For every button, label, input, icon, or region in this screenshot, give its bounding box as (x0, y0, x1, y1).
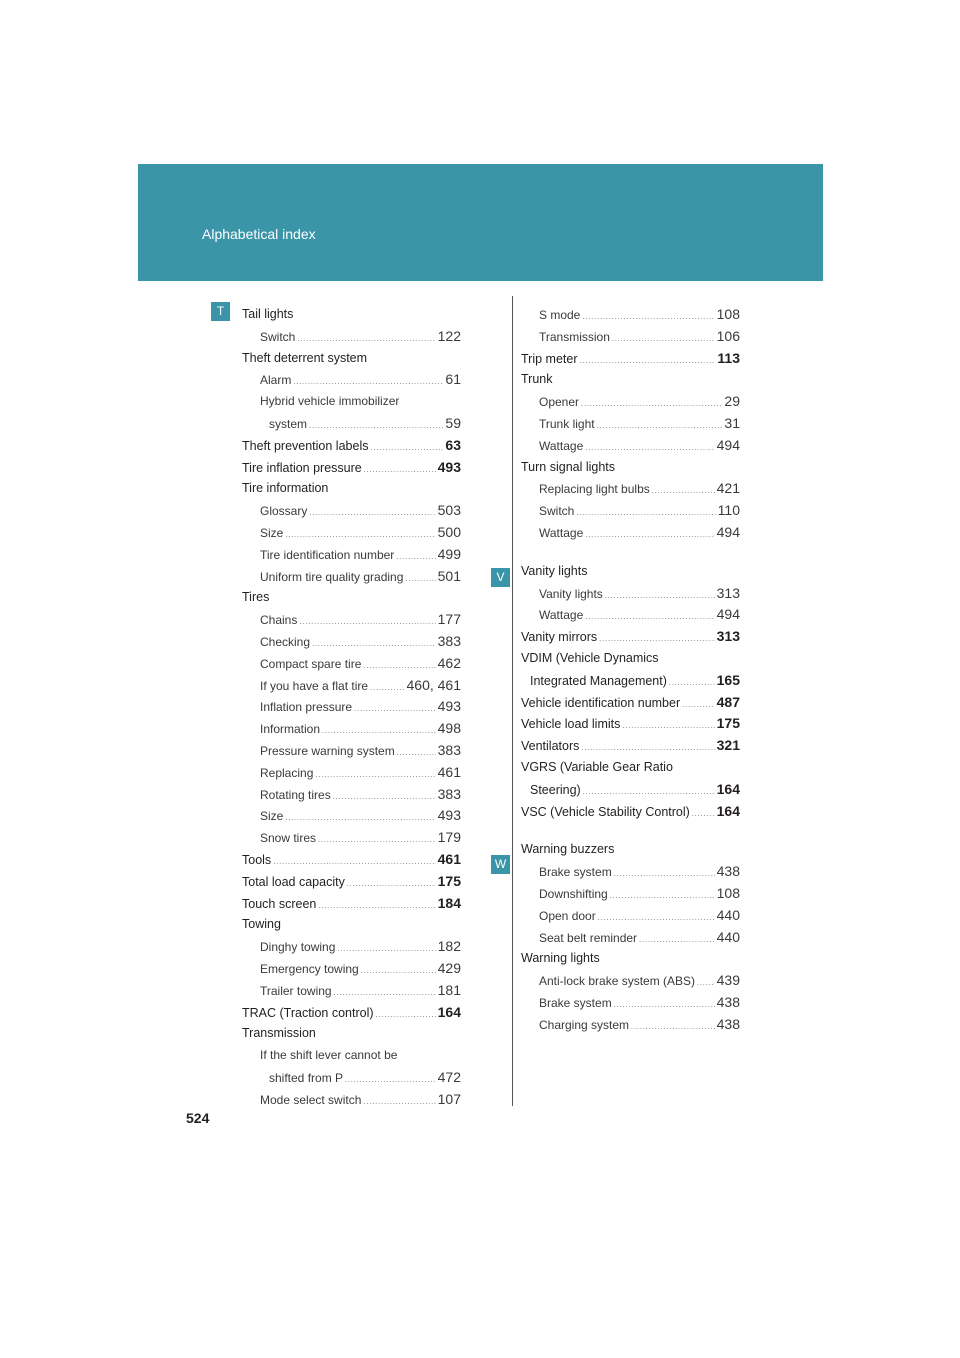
entry-page-number: 494 (716, 523, 740, 540)
section-letter-v: V (491, 568, 510, 587)
entry-text: Snow tires (260, 831, 317, 846)
index-column-left (242, 304, 461, 1110)
entry-text: Turn signal lights (521, 459, 616, 474)
entry-page-number: 106 (716, 327, 740, 344)
entry-text: Tail lights (242, 307, 294, 321)
entry-page-number: 503 (437, 502, 461, 519)
index-subentry (242, 391, 461, 413)
entry-text: Replacing light bulbs (539, 482, 650, 497)
index-subentry (521, 435, 740, 457)
entry-text: Towing (242, 917, 281, 932)
entry-text: Switch (539, 504, 575, 519)
index-entry (242, 587, 461, 609)
entry-page-number: 499 (437, 545, 461, 562)
index-entry (242, 1002, 461, 1024)
index-entry (521, 561, 740, 583)
entry-text: Steering) (530, 782, 581, 797)
entry-page-number: 472 (437, 1068, 461, 1085)
entry-page-number: 439 (716, 972, 740, 989)
leader-dots (682, 695, 715, 717)
entry-text: Switch (260, 329, 296, 344)
index-subentry (242, 369, 461, 391)
entry-page-number: 494 (716, 436, 740, 453)
leader-dots (692, 804, 715, 826)
entry-text: Vanity mirrors (521, 630, 598, 645)
entry-page-number: 383 (437, 741, 461, 758)
index-entry (521, 670, 740, 692)
index-entry (521, 348, 740, 370)
entry-text: Tires (242, 590, 270, 605)
index-subentry (521, 970, 740, 992)
leader-dots (597, 416, 723, 438)
entry-text: Dinghy towing (260, 940, 336, 955)
index-subentry (242, 413, 461, 435)
entry-text: shifted from P (269, 1070, 344, 1085)
index-subentry (242, 718, 461, 740)
index-subentry (521, 883, 740, 905)
leader-dots (312, 634, 436, 656)
leader-dots (285, 525, 435, 547)
entry-page-number: 429 (437, 959, 461, 976)
entry-text: Inflation pressure (260, 700, 353, 715)
index-subentry (242, 958, 461, 980)
entry-page-number: 313 (716, 628, 740, 645)
leader-dots (396, 547, 435, 569)
leader-dots (631, 1017, 715, 1039)
leader-dots (318, 830, 436, 852)
index-entry (242, 457, 461, 479)
index-entry (521, 457, 740, 479)
index-subentry (242, 696, 461, 718)
entry-text: S mode (539, 308, 581, 322)
leader-dots (622, 716, 714, 738)
index-entry (242, 348, 461, 370)
entry-page-number: 184 (437, 894, 461, 911)
entry-page-number: 175 (716, 715, 740, 732)
entry-page-number: 108 (716, 306, 740, 322)
leader-dots (333, 787, 436, 809)
index-entry (521, 713, 740, 735)
entry-text: Tire information (242, 481, 329, 496)
entry-text: Ventilators (521, 739, 580, 754)
entry-text: Integrated Management) (530, 673, 667, 688)
index-subentry (242, 784, 461, 806)
entry-page-number: 164 (716, 780, 740, 797)
index-entry (521, 779, 740, 801)
leader-dots (697, 973, 715, 995)
section-letter-t: T (211, 302, 230, 321)
leader-dots (605, 586, 715, 608)
entry-page-number: 175 (437, 872, 461, 889)
entry-page-number: 61 (445, 371, 461, 388)
entry-text: Trunk light (539, 416, 595, 431)
index-entry (521, 801, 740, 823)
leader-dots (370, 678, 404, 700)
entry-text: If the shift lever cannot be (260, 1048, 398, 1063)
entry-text: Vanity lights (539, 586, 603, 601)
entry-text: Alarm (260, 373, 292, 388)
leader-dots (652, 481, 715, 503)
leader-dots (299, 612, 435, 634)
entry-page-number: 438 (716, 863, 740, 880)
entry-page-number: 461 (437, 763, 461, 780)
index-subentry (521, 927, 740, 949)
leader-dots (397, 743, 436, 765)
index-subentry (242, 1089, 461, 1111)
index-subentry (521, 478, 740, 500)
header-title: Alphabetical index (202, 226, 316, 242)
entry-text: Vehicle identification number (521, 695, 681, 710)
entry-page-number: 461 (437, 850, 461, 867)
entry-page-number: 182 (437, 938, 461, 955)
index-subentry (521, 391, 740, 413)
entry-page-number: 498 (437, 720, 461, 737)
index-subentry (521, 583, 740, 605)
index-subentry (242, 609, 461, 631)
index-subentry (242, 827, 461, 849)
index-subentry (242, 500, 461, 522)
entry-page-number: 313 (716, 584, 740, 601)
entry-text: Warning buzzers (521, 842, 615, 857)
entry-text: Tire identification number (260, 547, 395, 562)
leader-dots (612, 329, 715, 351)
index-subentry (242, 1067, 461, 1089)
leader-dots (614, 864, 715, 886)
leader-dots (669, 673, 715, 695)
index-subentry (242, 544, 461, 566)
index-entry (242, 893, 461, 915)
entry-text: Wattage (539, 525, 584, 540)
index-subentry (242, 675, 461, 697)
index-entry (242, 304, 461, 326)
entry-page-number: 438 (716, 993, 740, 1010)
entry-page-number: 165 (716, 671, 740, 688)
leader-dots (334, 983, 436, 1005)
index-entry (521, 839, 740, 861)
entry-text: Theft prevention labels (242, 438, 369, 453)
index-subentry (242, 740, 461, 762)
entry-page-number: 493 (437, 458, 461, 475)
index-entry (242, 478, 461, 500)
leader-dots (582, 307, 714, 329)
entry-text: Chains (260, 613, 298, 628)
leader-dots (285, 808, 435, 830)
entry-text: Vanity lights (521, 563, 588, 578)
index-entry (521, 692, 740, 714)
index-subentry (521, 413, 740, 435)
index-subentry (242, 936, 461, 958)
entry-page-number: 440 (716, 906, 740, 923)
leader-dots (376, 1005, 436, 1027)
leader-dots (610, 886, 715, 908)
entry-page-number: 438 (716, 1015, 740, 1032)
index-subentry (242, 653, 461, 675)
entry-text: Trailer towing (260, 983, 332, 998)
entry-text: Checking (260, 634, 311, 649)
entry-text: If you have a flat tire (260, 678, 369, 693)
entry-text: VDIM (Vehicle Dynamics (521, 650, 659, 665)
index-subentry (521, 992, 740, 1014)
leader-dots (585, 607, 714, 629)
index-entry (242, 871, 461, 893)
entry-text: Total load capacity (242, 874, 345, 889)
entry-page-number: 321 (716, 737, 740, 754)
leader-dots (309, 416, 443, 438)
entry-page-number: 460, 461 (406, 676, 461, 693)
leader-dots (361, 961, 436, 983)
index-subentry (521, 1014, 740, 1036)
entry-text: Wattage (539, 608, 584, 623)
entry-page-number: 440 (716, 928, 740, 945)
entry-text: Pressure warning system (260, 743, 395, 758)
entry-text: Seat belt reminder (539, 930, 638, 945)
entry-text: Uniform tire quality grading (260, 569, 404, 584)
entry-text: system (269, 416, 308, 431)
entry-text: Size (260, 525, 284, 540)
entry-text: Warning lights (521, 951, 600, 966)
entry-page-number: 179 (437, 829, 461, 846)
entry-text: TRAC (Traction control) (242, 1005, 374, 1020)
index-entry (521, 369, 740, 391)
entry-page-number: 177 (437, 611, 461, 628)
entry-text: Hybrid vehicle immobilizer (260, 394, 400, 409)
index-subentry (521, 905, 740, 927)
leader-dots (345, 1070, 436, 1092)
entry-text: Wattage (539, 438, 584, 453)
index-subentry (242, 805, 461, 827)
index-entry (521, 948, 740, 970)
entry-text: Compact spare tire (260, 656, 362, 671)
entry-page-number: 164 (437, 1003, 461, 1020)
entry-page-number: 31 (724, 414, 740, 431)
entry-text: Vehicle load limits (521, 717, 621, 732)
entry-text: Trip meter (521, 351, 578, 366)
section-letter-w: W (491, 855, 510, 874)
leader-dots (614, 995, 715, 1017)
entry-text: Brake system (539, 995, 612, 1010)
index-entry (242, 849, 461, 871)
index-entry (242, 914, 461, 936)
index-entry (521, 757, 740, 779)
entry-page-number: 421 (716, 480, 740, 497)
entry-page-number: 493 (437, 807, 461, 824)
entry-page-number: 500 (437, 523, 461, 540)
entry-text: Opener (539, 395, 580, 410)
index-entry (521, 626, 740, 648)
leader-dots (598, 908, 715, 930)
index-subentry (242, 980, 461, 1002)
entry-page-number: 487 (716, 693, 740, 710)
leader-dots (315, 765, 435, 787)
entry-page-number: 108 (716, 884, 740, 901)
entry-text: Anti-lock brake system (ABS) (539, 974, 696, 989)
index-entry (242, 435, 461, 457)
index-subentry (521, 500, 740, 522)
entry-text: Touch screen (242, 896, 317, 911)
entry-page-number: 107 (437, 1090, 461, 1107)
entry-page-number: 181 (437, 981, 461, 998)
index-subentry (242, 762, 461, 784)
entry-text: Information (260, 722, 321, 737)
entry-text: Trunk (521, 372, 553, 387)
leader-dots (583, 782, 715, 804)
leader-dots (405, 569, 435, 591)
index-subentry (242, 566, 461, 588)
entry-page-number: 113 (717, 349, 740, 366)
leader-dots (364, 460, 436, 482)
leader-dots (354, 699, 436, 721)
entry-page-number: 493 (437, 698, 461, 715)
entry-text: Glossary (260, 504, 308, 519)
index-subentry (242, 631, 461, 653)
entry-text: Replacing (260, 765, 314, 780)
entry-text: Charging system (539, 1017, 630, 1032)
leader-dots (318, 896, 435, 918)
column-divider (512, 296, 513, 1106)
entry-page-number: 59 (445, 414, 461, 431)
entry-text: Brake system (539, 865, 612, 880)
index-column-right (521, 304, 740, 1036)
leader-dots (322, 721, 436, 743)
entry-text: Mode select switch (260, 1092, 362, 1107)
entry-text: Emergency towing (260, 961, 359, 976)
entry-page-number: 164 (716, 802, 740, 819)
index-entry (242, 1023, 461, 1045)
entry-text: Size (260, 809, 284, 824)
page-header (138, 164, 823, 281)
entry-text: VSC (Vehicle Stability Control) (521, 804, 690, 819)
leader-dots (309, 503, 435, 525)
leader-dots (585, 525, 714, 547)
index-entry (521, 735, 740, 757)
entry-page-number: 110 (717, 502, 740, 519)
entry-page-number: 501 (437, 567, 461, 584)
entry-text: Open door (539, 908, 596, 923)
entry-text: Downshifting (539, 886, 608, 901)
leader-dots (337, 939, 435, 961)
index-subentry (521, 522, 740, 544)
index-subentry (242, 326, 461, 348)
entry-page-number: 383 (437, 632, 461, 649)
entry-page-number: 494 (716, 606, 740, 623)
index-subentry (521, 326, 740, 348)
entry-text: VGRS (Variable Gear Ratio (521, 759, 673, 774)
leader-dots (580, 351, 716, 373)
index-subentry (521, 861, 740, 883)
entry-page-number: 122 (437, 327, 461, 344)
index-subentry (521, 304, 740, 326)
index-subentry (242, 522, 461, 544)
leader-dots (347, 874, 436, 896)
leader-dots (370, 438, 443, 460)
index-subentry (242, 1045, 461, 1067)
entry-text: Transmission (539, 329, 610, 344)
leader-dots (581, 394, 722, 416)
entry-text: Transmission (242, 1026, 316, 1041)
entry-page-number: 63 (445, 436, 461, 453)
page-number: 524 (186, 1110, 210, 1126)
entry-page-number: 29 (724, 393, 740, 410)
entry-text: Theft deterrent system (242, 350, 368, 365)
leader-dots (576, 503, 715, 525)
leader-dots (639, 930, 715, 952)
index-subentry (521, 604, 740, 626)
index-entry (521, 648, 740, 670)
leader-dots (273, 852, 435, 874)
entry-text: Rotating tires (260, 787, 331, 802)
entry-text: Tools (242, 852, 272, 867)
entry-text: Tire inflation pressure (242, 460, 362, 475)
leader-dots (363, 1092, 435, 1114)
entry-page-number: 383 (437, 785, 461, 802)
entry-page-number: 462 (437, 654, 461, 671)
